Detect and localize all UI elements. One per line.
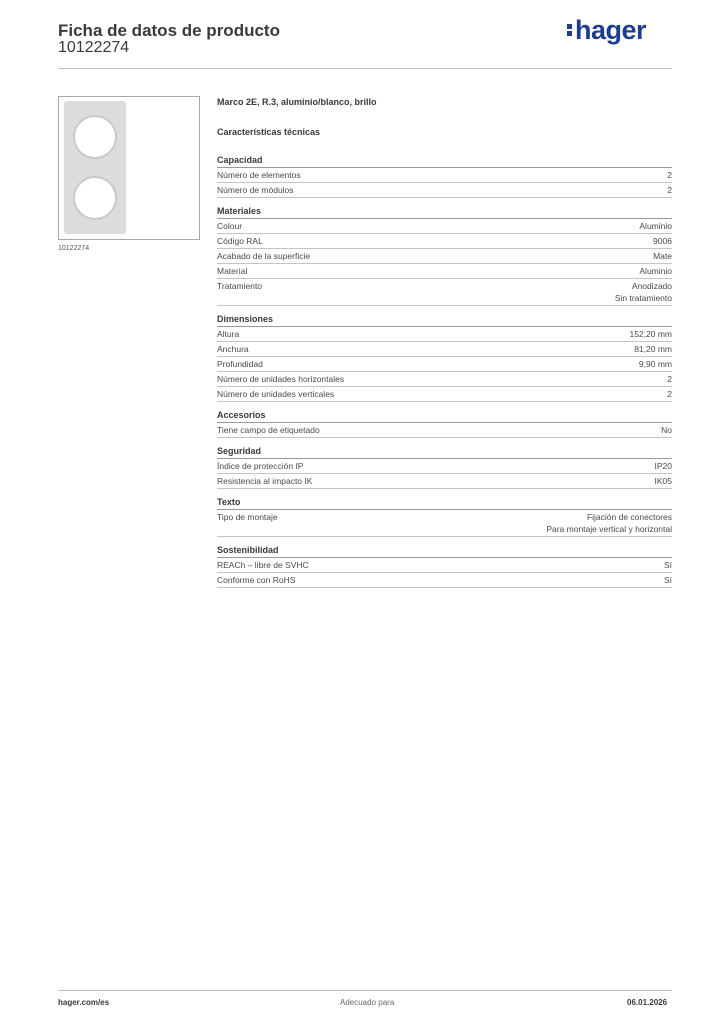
product-image (58, 96, 200, 240)
logo-text: hager (575, 15, 647, 45)
spec-value (667, 373, 672, 385)
spec-value (664, 559, 672, 571)
spec-section (217, 497, 672, 537)
spec-value (667, 184, 672, 196)
spec-value (653, 235, 672, 247)
spec-row (217, 372, 672, 387)
spec-value-line: 2 (667, 389, 672, 399)
spec-row (217, 327, 672, 342)
spec-value (615, 280, 672, 304)
header-divider (58, 68, 672, 69)
spec-label: Colour (217, 221, 243, 231)
section-title: Capacidad (217, 155, 672, 168)
spec-label: Acabado de la superficie (217, 251, 311, 261)
spec-value-line: Fijación de conectores (586, 512, 672, 522)
spec-value (667, 388, 672, 400)
spec-value-line: IK05 (654, 476, 672, 486)
spec-section (217, 410, 672, 438)
spec-value (546, 511, 672, 535)
spec-value-line: Anodizado (631, 281, 672, 291)
spec-row (217, 510, 672, 537)
spec-row (217, 234, 672, 249)
spec-value-line: Para montaje vertical y horizontal (546, 524, 672, 534)
spec-row (217, 264, 672, 279)
section-title: Materiales (217, 206, 672, 219)
spec-section (217, 446, 672, 489)
spec-value-line: 2 (667, 185, 672, 195)
spec-value-line: Aluminio (639, 266, 672, 276)
footer-date: 06.01.2026 (627, 998, 668, 1007)
spec-label: Número de unidades horizontales (217, 374, 345, 384)
spec-value (655, 460, 673, 472)
spec-value-line: 2 (667, 374, 672, 384)
spec-row (217, 558, 672, 573)
spec-value (629, 328, 672, 340)
spec-value (653, 250, 672, 262)
spec-label: Anchura (217, 344, 249, 354)
spec-label: Número de elementos (217, 170, 301, 180)
spec-row (217, 387, 672, 402)
spec-value-line: No (661, 425, 672, 435)
spec-value (667, 169, 672, 181)
spec-row (217, 183, 672, 198)
footer-suitable-for: Adecuado para (340, 998, 395, 1007)
frame-opening-top (73, 115, 117, 159)
header-product-id: 10122274 (58, 39, 130, 56)
spec-row (217, 279, 672, 306)
spec-value (664, 574, 672, 586)
spec-label: Tiene campo de etiquetado (217, 425, 320, 435)
spec-value-line: 2 (667, 170, 672, 180)
section-title: Sostenibilidad (217, 545, 672, 558)
product-details (217, 97, 672, 596)
spec-value-line: IP20 (654, 461, 672, 471)
spec-section (217, 545, 672, 588)
tech-characteristics-title: Características técnicas (217, 127, 321, 137)
spec-value-line: 81,20 mm (634, 344, 672, 354)
spec-row (217, 357, 672, 372)
spec-sections (217, 155, 672, 588)
spec-label: Índice de protección IP (217, 461, 304, 471)
spec-section (217, 314, 672, 402)
spec-row (217, 219, 672, 234)
spec-value-line: Sí (663, 575, 672, 585)
spec-value (639, 358, 672, 370)
section-title: Accesorios (217, 410, 672, 423)
spec-label: Código RAL (217, 236, 263, 246)
spec-row (217, 459, 672, 474)
product-name: Marco 2E, R.3, aluminio/blanco, brillo (217, 97, 377, 107)
spec-row (217, 573, 672, 588)
spec-value-line: Mate (653, 251, 672, 261)
spec-label: Número de unidades verticales (217, 389, 335, 399)
spec-label: Resistencia al impacto IK (217, 476, 313, 486)
spec-value-line: Sí (663, 560, 672, 570)
footer-website: hager.com/es (58, 998, 110, 1007)
spec-section (217, 206, 672, 306)
image-caption: 10122274 (58, 245, 90, 252)
section-title: Dimensiones (217, 314, 672, 327)
spec-row (217, 423, 672, 438)
spec-row (217, 342, 672, 357)
spec-row (217, 249, 672, 264)
spec-row (217, 168, 672, 183)
spec-value-line: Aluminio (639, 221, 672, 231)
spec-value-line: 9,90 mm (638, 359, 672, 369)
spec-value (639, 220, 672, 232)
spec-value (655, 475, 673, 487)
header-title: Ficha de datos de producto (58, 21, 280, 40)
spec-label: REACh – libre de SVHC (217, 560, 309, 570)
spec-label: Conforme con RoHS (217, 575, 296, 585)
spec-value-line: Sin tratamiento (614, 293, 672, 303)
spec-value-line: 152,20 mm (629, 329, 672, 339)
spec-value (634, 343, 672, 355)
spec-label: Material (217, 266, 248, 276)
frame-illustration (64, 101, 126, 234)
spec-label: Altura (217, 329, 240, 339)
spec-value (661, 424, 672, 436)
logo-dots-icon (567, 22, 573, 38)
spec-value-line: 9006 (653, 236, 672, 246)
spec-value (639, 265, 672, 277)
footer-divider (58, 990, 672, 991)
spec-section (217, 155, 672, 198)
spec-label: Profundidad (217, 359, 263, 369)
spec-label: Tipo de montaje (217, 512, 278, 522)
section-title: Texto (217, 497, 672, 510)
spec-row (217, 474, 672, 489)
spec-label: Tratamiento (217, 281, 263, 291)
spec-label: Número de módulos (217, 185, 294, 195)
frame-opening-bottom (73, 176, 117, 220)
hager-logo (567, 15, 646, 46)
section-title: Seguridad (217, 446, 672, 459)
